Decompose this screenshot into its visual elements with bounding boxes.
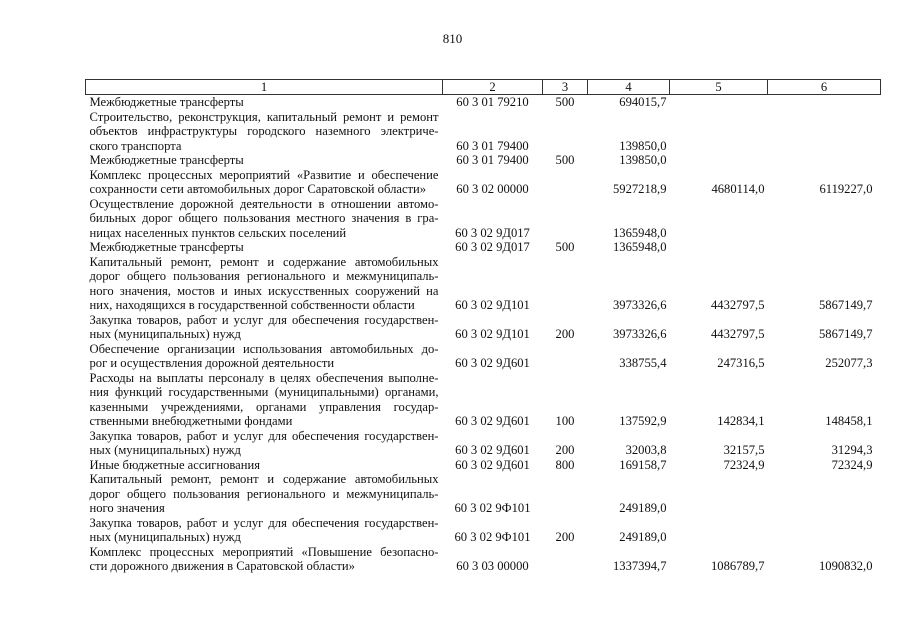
amount-col4: 139850,0 [619, 138, 667, 153]
row-description [86, 95, 443, 110]
table-row [86, 371, 881, 429]
description-line: них, находящихся в государственной собственности области [89, 298, 415, 312]
column-header-4: 4 [588, 80, 670, 95]
description-line: ных (муниципальных) нужд [89, 443, 241, 457]
row-description [86, 153, 443, 168]
expense-type: 500 [555, 95, 575, 109]
expense-type [543, 110, 588, 154]
amount-col6 [768, 95, 881, 110]
amount-col4: 249189,0 [619, 530, 667, 544]
column-header-3: 3 [543, 80, 588, 95]
page-number: 810 [442, 31, 463, 46]
description-line: объектов инфраструктуры городского наземного электриче- [89, 124, 439, 138]
target-article-code: 60 3 02 9Д601 [455, 457, 530, 472]
description-line: Капитальный ремонт, ремонт и содержание автомобильных [89, 254, 439, 269]
description-line: Межбюджетные трансферты [89, 95, 244, 109]
amount-col5 [670, 197, 768, 241]
column-header-6: 6 [768, 80, 881, 95]
amount-col4: 137592,9 [619, 414, 667, 428]
amount-col5 [670, 153, 768, 168]
target-article-code: 60 3 02 9Д017 [455, 240, 530, 254]
amount-col4: 694015,7 [619, 95, 667, 109]
amount-col6: 6119227,0 [819, 182, 873, 196]
amount-col6 [768, 240, 881, 255]
amount-col5 [670, 95, 768, 110]
amount-col6 [768, 516, 881, 545]
expense-type [543, 472, 588, 516]
expense-type: 500 [555, 153, 575, 167]
row-description [86, 458, 443, 473]
amount-col6: 72324,9 [831, 457, 873, 472]
expense-type: 500 [555, 240, 575, 254]
row-description [86, 516, 443, 545]
row-description [86, 240, 443, 255]
description-line: Комплекс процессных мероприятий «Повышение безопасно- [89, 544, 439, 559]
expense-type: 800 [555, 457, 575, 472]
description-line: Капитальный ремонт, ремонт и содержание автомобильных [89, 472, 439, 486]
description-line: ницах населенных пунктов сельских поселений [89, 225, 347, 240]
description-line: Закупка товаров, работ и услуг для обеспечения государствен- [89, 428, 439, 443]
row-description [86, 255, 443, 313]
table-row [86, 313, 881, 342]
description-line: сти дорожного движения в Саратовской области» [89, 559, 355, 573]
row-description [86, 110, 443, 154]
amount-col6: 252077,3 [825, 356, 873, 370]
description-line: казенными учреждениями, органами управления государ- [89, 399, 439, 414]
description-line: Обеспечение организации использования автомобильных до- [89, 341, 439, 356]
column-header-1: 1 [86, 80, 443, 95]
description-line: Закупка товаров, работ и услуг для обеспечения государствен- [89, 515, 439, 530]
target-article-code: 60 3 03 00000 [456, 559, 529, 573]
row-description [86, 545, 443, 574]
description-line: Иные бюджетные ассигнования [89, 457, 261, 472]
description-line: Межбюджетные трансферты [89, 153, 244, 167]
description-line: Расходы на выплаты персоналу в целях обеспечения выполне- [89, 370, 439, 385]
row-description [86, 197, 443, 241]
amount-col5: 1086789,7 [710, 559, 765, 573]
description-line: ного значения, мостов и иных искусственных сооружений на [89, 283, 439, 298]
row-description [86, 429, 443, 458]
amount-col6: 5867149,7 [818, 327, 873, 341]
amount-col6 [768, 153, 881, 168]
amount-col5: 142834,1 [717, 414, 765, 428]
description-line: Комплекс процессных мероприятий «Развитие и обеспечение [89, 167, 439, 182]
amount-col4: 3973326,6 [612, 327, 667, 341]
header-row [86, 80, 881, 95]
amount-col4: 249189,0 [619, 501, 667, 515]
row-description [86, 472, 443, 516]
amount-col5 [670, 240, 768, 255]
budget-table [85, 79, 881, 574]
amount-col4: 1337394,7 [612, 559, 667, 573]
amount-col6: 5867149,7 [818, 298, 873, 312]
expense-type [543, 342, 588, 371]
description-line: Межбюджетные трансферты [89, 240, 244, 254]
table-row [86, 153, 881, 168]
row-description [86, 313, 443, 342]
amount-col5: 4432797,5 [710, 298, 765, 312]
amount-col6 [768, 110, 881, 154]
target-article-code: 60 3 01 79400 [456, 153, 529, 167]
target-article-code: 60 3 02 9Д101 [455, 298, 530, 312]
description-line: сохранности сети автомобильных дорог Саратовской области» [89, 182, 427, 196]
target-article-code: 60 3 02 9Ф101 [454, 501, 531, 515]
table-row [86, 110, 881, 154]
description-line: ных (муниципальных) нужд [89, 327, 241, 341]
table-row [86, 472, 881, 516]
amount-col5 [670, 110, 768, 154]
description-line: дорог общего пользования регионального и межмуниципаль- [89, 486, 439, 501]
description-line: ственными внебюджетными фондами [89, 414, 293, 428]
amount-col4: 139850,0 [619, 153, 667, 167]
description-line: Осуществление дорожной деятельности в отношении автомо- [89, 196, 439, 211]
target-article-code: 60 3 01 79400 [456, 138, 529, 153]
description-line: бильных дорог общего пользования местного значения в гра- [89, 211, 439, 225]
amount-col4: 1365948,0 [612, 225, 667, 240]
row-description [86, 342, 443, 371]
amount-col5 [670, 516, 768, 545]
amount-col6: 31294,3 [831, 443, 873, 457]
expense-type [543, 545, 588, 574]
description-line: ных (муниципальных) нужд [89, 530, 241, 544]
amount-col6 [768, 472, 881, 516]
table-row [86, 240, 881, 255]
amount-col5: 4680114,0 [711, 182, 765, 196]
target-article-code: 60 3 02 9Д601 [455, 443, 530, 457]
table-row [86, 429, 881, 458]
amount-col6 [768, 197, 881, 241]
table-row [86, 516, 881, 545]
amount-col4: 169158,7 [619, 457, 667, 472]
table-row [86, 95, 881, 110]
target-article-code: 60 3 02 9Д601 [455, 356, 530, 370]
description-line: рог и осуществления дорожной деятельности [89, 356, 335, 370]
table-row [86, 168, 881, 197]
amount-col4: 32003,8 [625, 443, 667, 457]
description-line: дорог общего пользования регионального и межмуниципаль- [89, 269, 439, 283]
description-line: ского транспорта [89, 138, 182, 153]
expense-type: 200 [555, 327, 575, 341]
target-article-code: 60 3 01 79210 [456, 95, 529, 109]
expense-type [543, 197, 588, 241]
amount-col5: 247316,5 [717, 356, 765, 370]
description-line: Строительство, реконструкция, капитальный ремонт и ремонт [89, 109, 439, 124]
table-row [86, 545, 881, 574]
column-header-2: 2 [443, 80, 543, 95]
amount-col5: 72324,9 [723, 457, 765, 472]
amount-col5: 4432797,5 [710, 327, 765, 341]
target-article-code: 60 3 02 9Д601 [455, 414, 530, 428]
expense-type: 200 [555, 530, 575, 544]
amount-col5 [670, 472, 768, 516]
amount-col4: 1365948,0 [612, 240, 667, 254]
amount-col4: 5927218,9 [612, 182, 667, 196]
expense-type: 200 [555, 443, 575, 457]
target-article-code: 60 3 02 9Ф101 [454, 530, 531, 544]
target-article-code: 60 3 02 9Д101 [455, 327, 530, 341]
table-row [86, 458, 881, 473]
amount-col6: 1090832,0 [818, 559, 873, 573]
expense-type: 100 [555, 414, 575, 428]
row-description [86, 168, 443, 197]
amount-col5: 32157,5 [723, 443, 765, 457]
amount-col6: 148458,1 [825, 414, 873, 428]
expense-type [543, 255, 588, 313]
description-line: Закупка товаров, работ и услуг для обеспечения государствен- [89, 312, 439, 327]
column-header-5: 5 [670, 80, 768, 95]
table-row [86, 342, 881, 371]
table-row [86, 197, 881, 241]
description-line: ного значения [89, 501, 165, 515]
row-description [86, 371, 443, 429]
amount-col4: 3973326,6 [612, 298, 667, 312]
expense-type [543, 168, 588, 197]
table-row [86, 255, 881, 313]
target-article-code: 60 3 02 00000 [456, 182, 529, 196]
target-article-code: 60 3 02 9Д017 [455, 225, 530, 240]
amount-col4: 338755,4 [619, 356, 667, 370]
description-line: ния функций государственными (муниципальными) органами, [89, 385, 439, 399]
